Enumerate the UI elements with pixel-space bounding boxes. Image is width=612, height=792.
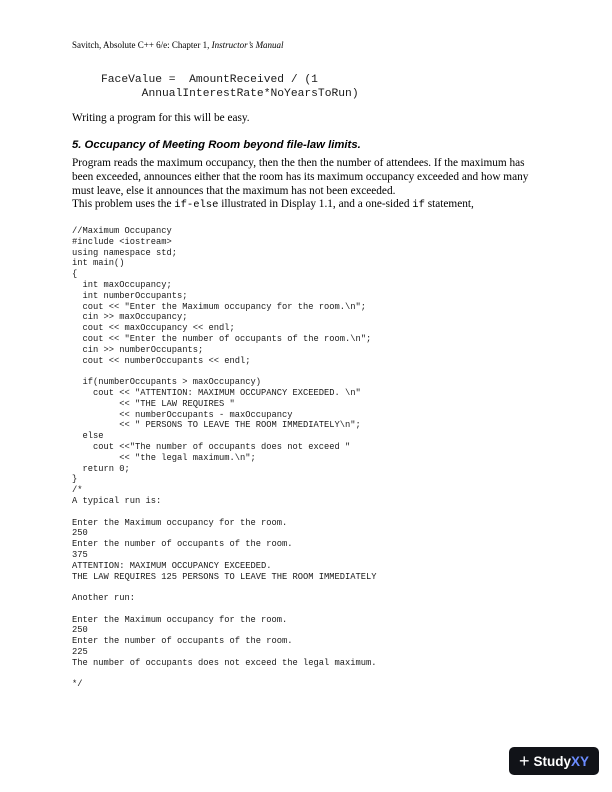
- usage-pre: This problem uses the: [72, 198, 175, 211]
- inline-code-if: if: [412, 199, 425, 212]
- usage-post: statement,: [424, 198, 474, 211]
- formula-block: [101, 73, 359, 101]
- header-italic: Instructor’s Manual: [211, 40, 284, 50]
- plus-icon: +: [518, 751, 530, 771]
- formula-line-2: AnnualInterestRate*NoYearsToRun): [101, 88, 359, 100]
- badge-word-study: Study: [533, 753, 571, 769]
- code-listing: //Maximum Occupancy #include <iostream> using namespace std; int main() { int maxOccupancy; int numberOccupants; cout << "Enter the Maximum occupancy for the room.\n"; cin >> maxOccupancy; cout << maxOccupancy << endl; cout << "Enter the number of occupants of the room.\n"; cin >> numberOccupants; cout << numberOccupants << endl; if(numberOccupants > maxOccupancy) cout << "ATTENTION: MAXIMUM OCCUPANCY EXCEEDED. \n" << "THE LAW REQUIRES " << numberOccupants - maxOccupancy << " PERSONS TO LEAVE THE ROOM IMMEDIATELY\n"; else cout <<"The number of occupants does not exceed " << "the legal maximum.\n"; return 0; } /* A typical run is: Enter the Maximum occupancy for the room. 250 Enter the number of occupants of the room. 375 ATTENTION: MAXIMUM OCCUPANCY EXCEEDED. THE LAW REQUIRES 125 PERSONS TO LEAVE THE ROOM IMMEDIATELY Another run: Enter the Maximum occupancy for the room. 250 Enter the number of occupants of the room. 225 The number of occupants does not exceed the legal maximum. */: [72, 226, 377, 690]
- paragraph-usage-line: [72, 198, 542, 213]
- section-heading: 5. Occupancy of Meeting Room beyond file-law limits.: [72, 139, 361, 151]
- header-prefix: Savitch, Absolute C++ 6/e: Chapter 1,: [72, 40, 212, 50]
- paragraph-text: Program reads the maximum occupancy, then the then the number of attendees. If the maximum has been exceeded, announces either that the room has its maximum occupancy exceeded and how many must leave, else it announces that the maximum has not been exceeded.: [72, 157, 529, 197]
- page-header: [72, 40, 284, 50]
- easy-text: Writing a program for this will be easy.: [72, 112, 250, 124]
- usage-mid: illustrated in Display 1.1, and a one-sided: [218, 198, 413, 211]
- formula-line-1: FaceValue = AmountReceived / (1: [101, 74, 318, 86]
- studyxy-badge[interactable]: [509, 747, 599, 775]
- badge-word-xy: XY: [571, 753, 590, 769]
- inline-code-if-else: if-else: [174, 199, 219, 212]
- section-paragraph: [72, 157, 542, 213]
